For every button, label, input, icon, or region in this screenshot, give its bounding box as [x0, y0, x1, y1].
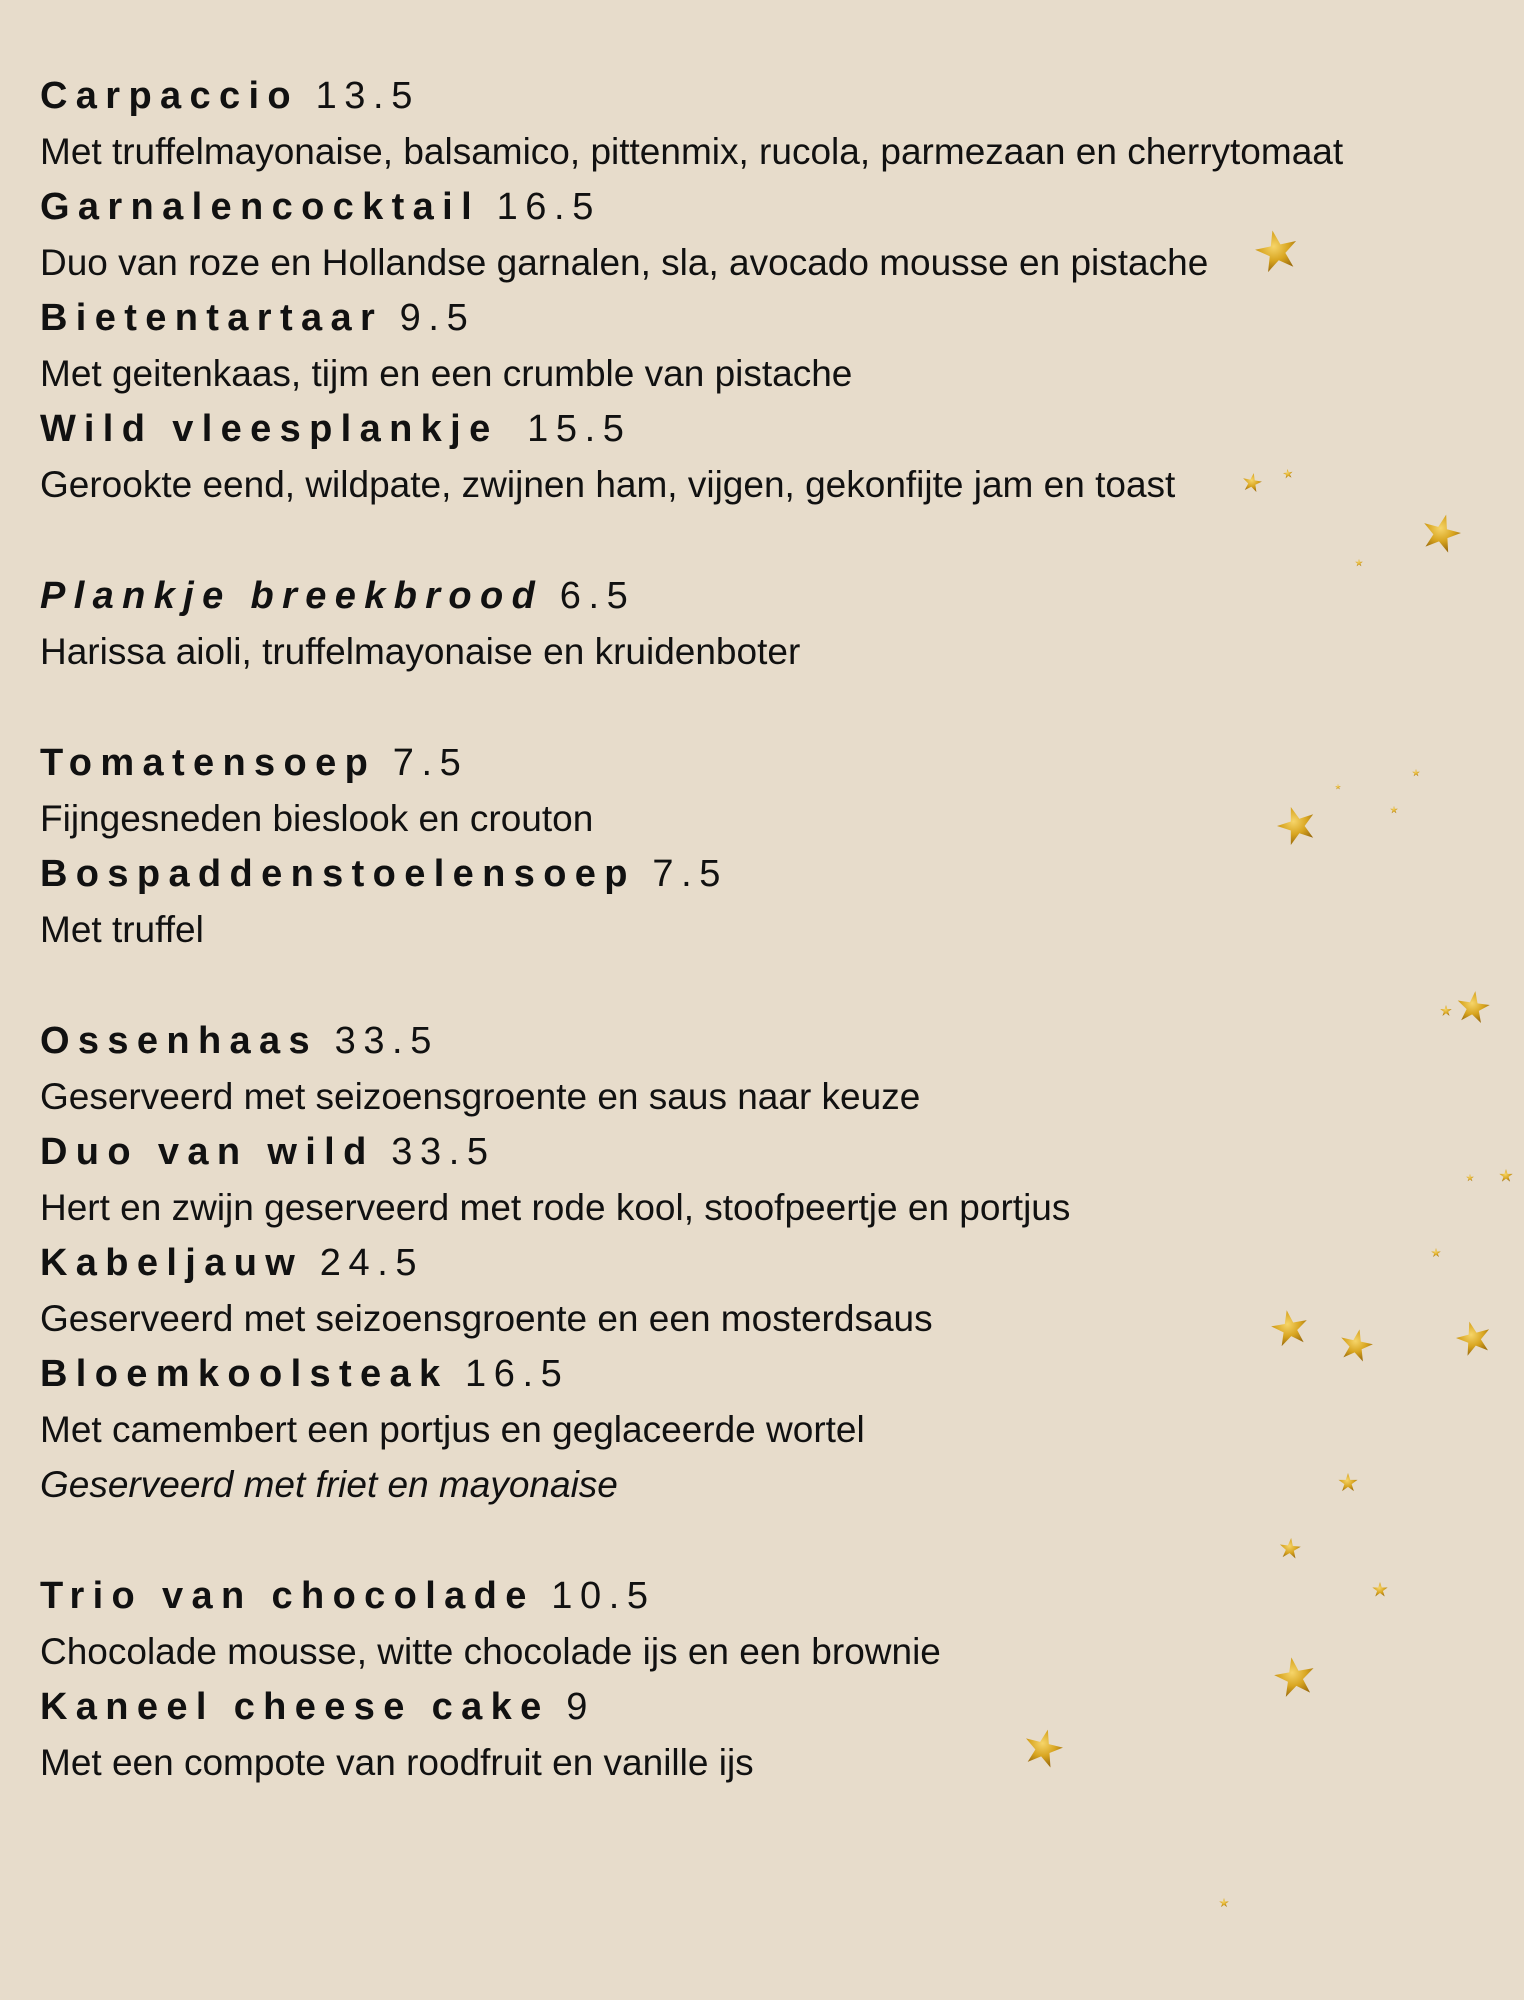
- gold-star-icon: [1499, 1169, 1512, 1182]
- item-description: Fijngesneden bieslook en crouton: [40, 798, 594, 839]
- item-head: [40, 1124, 1400, 1180]
- item-price: 16.5: [465, 1353, 570, 1395]
- item-head: [40, 735, 1400, 791]
- item-name: Tomatensoep: [40, 742, 377, 784]
- section-spacer: [40, 957, 1400, 1013]
- gold-star-icon: [1440, 1005, 1451, 1016]
- menu-item-carpaccio: [40, 68, 1400, 179]
- item-name: Bospaddenstoelensoep: [40, 853, 636, 895]
- item-description: Harissa aioli, truffelmayonaise en kruidenboter: [40, 631, 801, 672]
- section-spacer: [40, 512, 1400, 568]
- item-head: [40, 846, 1400, 902]
- item-description: Met truffelmayonaise, balsamico, pittenmix, rucola, parmezaan en cherrytomaat: [40, 131, 1344, 172]
- item-head: [40, 1679, 1400, 1735]
- item-price: 24.5: [319, 1242, 425, 1284]
- item-price: 15.5: [527, 408, 632, 450]
- section-spacer: [40, 1512, 1400, 1568]
- menu-item-garnalencocktail: [40, 179, 1400, 290]
- item-description: Gerookte eend, wildpate, zwijnen ham, vijgen, gekonfijte jam en toast: [40, 464, 1176, 505]
- item-price: 7.5: [392, 742, 469, 784]
- item-name: Carpaccio: [40, 75, 299, 117]
- item-head: [40, 1235, 1400, 1291]
- gold-star-icon: [1466, 1174, 1474, 1181]
- item-price: 33.5: [391, 1131, 496, 1173]
- item-name: Wild vleesplankje: [40, 408, 499, 450]
- item-name: Kaneel cheese cake: [40, 1686, 550, 1728]
- item-name: Garnalencocktail: [40, 186, 481, 228]
- gold-star-icon: [1412, 769, 1420, 776]
- menu-item-kabeljauw: [40, 1235, 1400, 1346]
- menu-item-ossenhaas: [40, 1013, 1400, 1124]
- item-name: Kabeljauw: [40, 1242, 304, 1284]
- item-head: [40, 401, 1400, 457]
- item-name: Bietentartaar: [40, 297, 384, 339]
- item-head: [40, 179, 1400, 235]
- item-name: Bloemkoolsteak: [40, 1353, 449, 1395]
- menu-item-kaneel-cheese-cake: [40, 1679, 1400, 1790]
- item-price: 16.5: [496, 186, 601, 228]
- item-head: [40, 1013, 1400, 1069]
- item-price: 13.5: [315, 75, 420, 117]
- item-price: 33.5: [334, 1020, 439, 1062]
- item-head: [40, 1568, 1400, 1624]
- menu-item-wild-vleesplankje: [40, 401, 1400, 512]
- gold-star-icon: [1219, 1898, 1229, 1907]
- gold-star-icon: [1418, 510, 1464, 555]
- mains-note: Geserveerd met friet en mayonaise: [40, 1464, 618, 1505]
- item-price: 10.5: [551, 1575, 656, 1617]
- item-description: Met truffel: [40, 909, 204, 950]
- item-price: 9.5: [399, 297, 476, 339]
- item-description: Hert en zwijn geserveerd met rode kool, stoofpeertje en portjus: [40, 1187, 1071, 1228]
- item-head: [40, 68, 1400, 124]
- menu-item-bietentartaar: [40, 290, 1400, 401]
- menu: [40, 68, 1400, 1790]
- item-name: Trio van chocolade: [40, 1575, 535, 1617]
- menu-item-trio-van-chocolade: [40, 1568, 1400, 1679]
- item-description: Geserveerd met seizoensgroente en een mosterdsaus: [40, 1298, 933, 1339]
- menu-item-duo-van-wild: [40, 1124, 1400, 1235]
- item-name: Duo van wild: [40, 1131, 375, 1173]
- item-head: [40, 1346, 1400, 1402]
- gold-star-icon: [1455, 989, 1491, 1024]
- menu-item-bloemkoolsteak: [40, 1346, 1400, 1457]
- gold-star-icon: [1453, 1317, 1494, 1357]
- item-name: Ossenhaas: [40, 1020, 319, 1062]
- gold-star-icon: [1431, 1248, 1441, 1257]
- item-price: 9: [566, 1686, 595, 1728]
- section-spacer: [40, 679, 1400, 735]
- item-price: 6.5: [559, 575, 636, 617]
- item-description: Chocolade mousse, witte chocolade ijs en een brownie: [40, 1631, 941, 1672]
- item-description: Geserveerd met seizoensgroente en saus naar keuze: [40, 1076, 921, 1117]
- item-description: Met camembert een portjus en geglaceerde wortel: [40, 1409, 865, 1450]
- menu-item-plankje-breekbrood: [40, 568, 1400, 679]
- item-description: Duo van roze en Hollandse garnalen, sla, avocado mousse en pistache: [40, 242, 1209, 283]
- item-description: Met geitenkaas, tijm en een crumble van pistache: [40, 353, 853, 394]
- item-head: [40, 290, 1400, 346]
- menu-item-bospaddenstoelensoep: [40, 846, 1400, 957]
- item-name: Plankje breekbrood: [40, 575, 544, 617]
- item-description: Met een compote van roodfruit en vanille ijs: [40, 1742, 754, 1783]
- item-head: [40, 568, 1400, 624]
- menu-item-tomatensoep: [40, 735, 1400, 846]
- item-price: 7.5: [652, 853, 729, 895]
